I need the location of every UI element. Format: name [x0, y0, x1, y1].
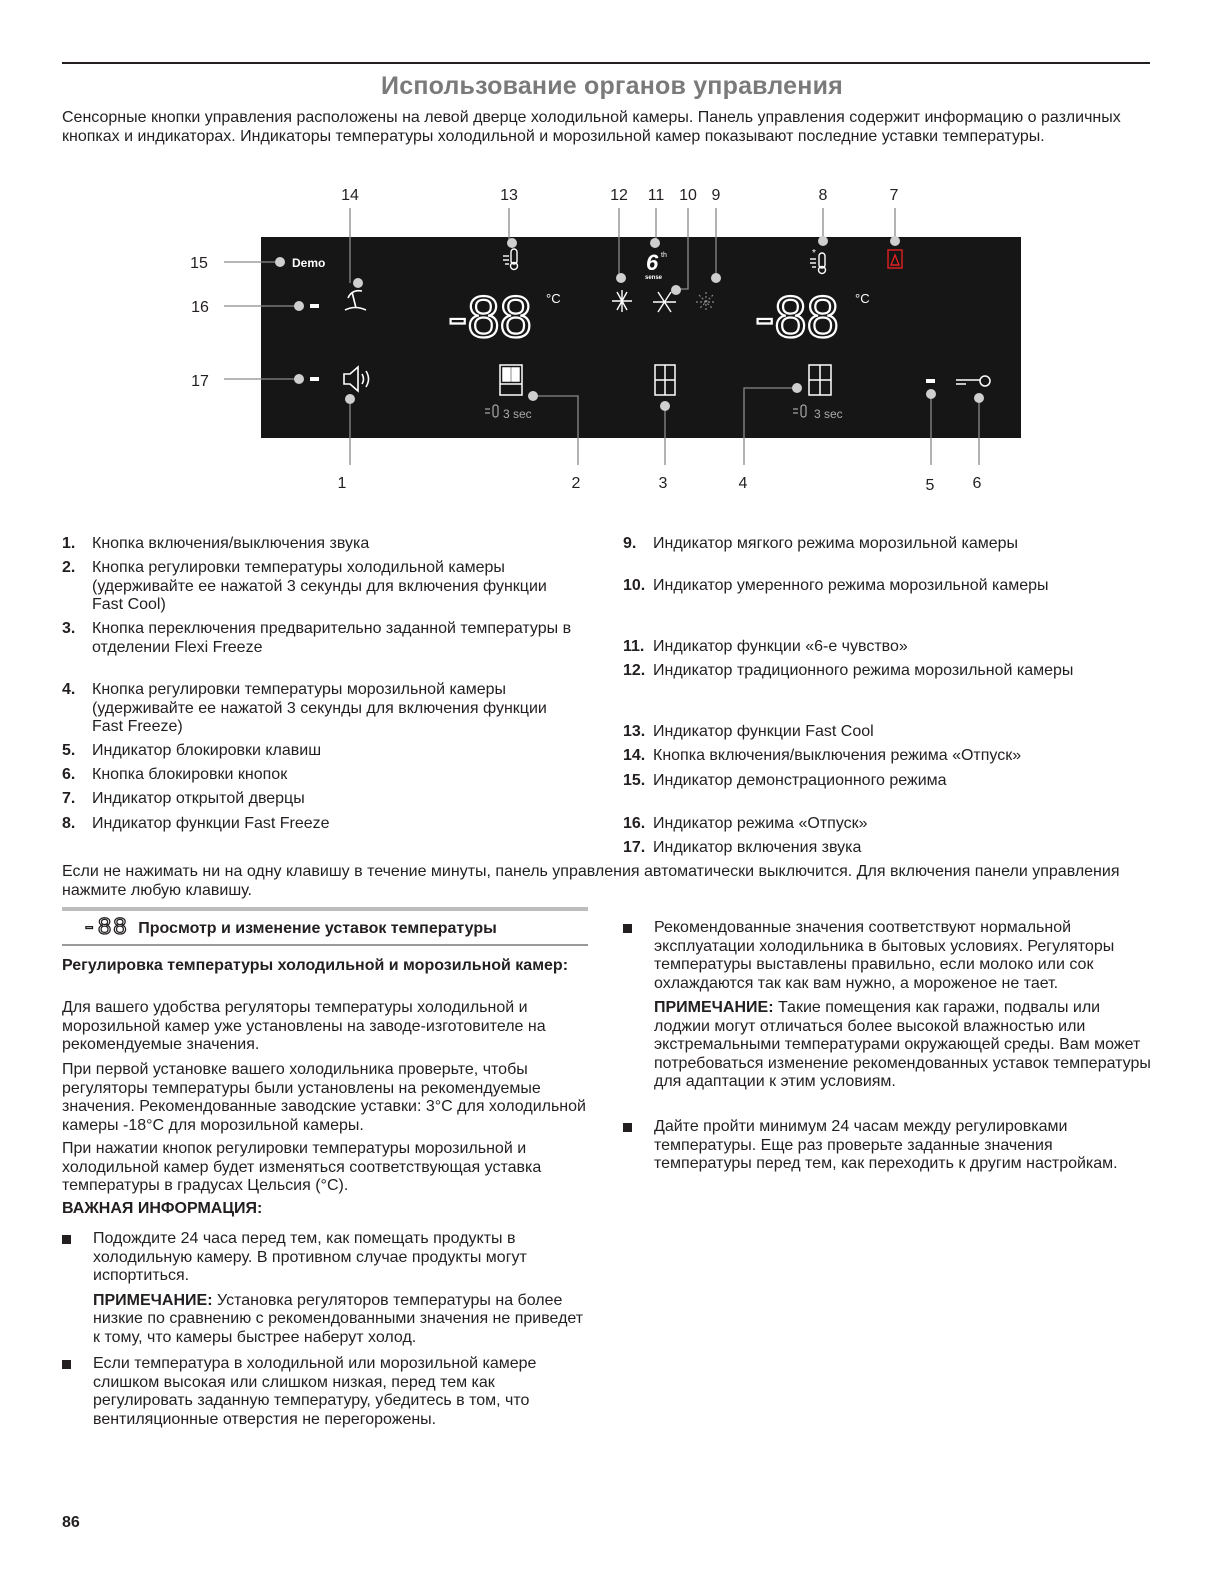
list-item: 15. Индикатор демонстрационного режима	[623, 772, 947, 789]
list-item: 12. Индикатор традиционного режима морозильной камеры	[623, 662, 1074, 679]
fridge-temp-display: -88	[448, 285, 532, 350]
callout-5: 5	[925, 477, 935, 494]
callout-10: 10	[679, 187, 697, 204]
callout-14: 14	[341, 187, 359, 204]
note-text: Установка регуляторов температуры на более низкие по сравнению с рекомендованными значения не приведет к тому, что камеры быстрее наберут холод.	[93, 1291, 584, 1346]
list-item: 9. Индикатор мягкого режима морозильной камеры	[623, 535, 1019, 552]
section-rule	[62, 944, 588, 946]
section-title: Просмотр и изменение уставок температуры	[138, 919, 497, 937]
paragraph-3: При нажатии кнопок регулировки температуры морозильной и холодильной камер будет изменяться соответствующая уставка температуры в градусах Цельсия (°C).	[62, 1140, 542, 1194]
bullet-text: Рекомендованные значения соответствуют нормальной эксплуатации холодильника в бытовых условиях. Регуляторы температуры выставлены правильно, если молоко или сок охлаждаются так как вам нужно, а мороженое не тает.	[654, 919, 1115, 992]
vacation-dash	[310, 304, 319, 308]
list-item: 5. Индикатор блокировки клавиш	[62, 742, 322, 759]
fridge-temp-unit: °C	[546, 291, 561, 306]
list-item: 7. Индикатор открытой дверцы	[62, 790, 305, 807]
bullet-text: Подождите 24 часа перед тем, как помещать продукты в холодильную камеру. В противном случае продукты могут испортиться.	[93, 1230, 527, 1284]
paragraph-1: Для вашего удобства регуляторы температуры холодильной и морозильной камер уже установлены на заводе-изготовителе на рекомендуемые значения.	[62, 999, 546, 1053]
fridge-hold-label: 3 sec	[503, 407, 532, 421]
list-item: 17. Индикатор включения звука	[623, 839, 862, 856]
list-item: 1. Кнопка включения/выключения звука	[62, 535, 370, 552]
svg-text:*: *	[812, 248, 816, 259]
paragraph-2: При первой установке вашего холодильника проверьте, чтобы регуляторы температуры были установлены на рекомендуемые значения. Рекомендованные заводские уставки: 3°C для холодильной камеры -18°C для морозильной камеры.	[62, 1061, 586, 1134]
note-text: Такие помещения как гаражи, подвалы или лоджии могут отличаться более высокой влажностью или экстремальными температурами окружающей среды. Вам может потребоваться изменение рекомендованных уставок температуры для адаптации к этим условиям.	[654, 999, 1151, 1090]
bullet-icon	[62, 1360, 71, 1369]
note-label: ПРИМЕЧАНИЕ:	[654, 999, 774, 1016]
callout-17: 17	[191, 373, 209, 390]
intro-paragraph: Сенсорные кнопки управления расположены на левой дверце холодильной камеры. Панель управления содержит информацию о различных кнопках и индикаторах. Индикаторы температуры холодильной и морозильной камер показывают последние уставки температуры.	[62, 109, 1121, 145]
list-item: 4. Кнопка регулировки температуры морозильной камеры (удерживайте ее нажатой 3 секунды для включения функции Fast Freeze)	[62, 681, 547, 735]
bullet-item	[62, 1230, 592, 1347]
callout-4: 4	[738, 475, 748, 492]
sound-dash	[310, 377, 319, 381]
callout-3: 3	[658, 475, 668, 492]
bullet-item	[623, 1118, 1151, 1174]
bullet-text: Если температура в холодильной или морозильной камере слишком высокая или слишком низкая, перед тем как регулировать заданную температуру, убедитесь в том, что вентиляционные отверстия не перегорожены.	[93, 1355, 537, 1428]
callout-2: 2	[571, 475, 581, 492]
temp-display-icon: -88	[82, 915, 129, 942]
bullet-text: Дайте пройти минимум 24 часам между регулировками температуры. Еще раз проверьте заданные значения температуры перед тем, как переходить к другим настройкам.	[654, 1118, 1118, 1172]
callout-11: 11	[647, 187, 665, 204]
freezer-temp-display: -88	[755, 285, 839, 350]
svg-text:6: 6	[646, 250, 659, 275]
list-item: 14. Кнопка включения/выключения режима «Отпуск»	[623, 747, 1022, 764]
callout-16: 16	[191, 299, 209, 316]
bullet-icon	[623, 1123, 632, 1132]
list-item: 6. Кнопка блокировки кнопок	[62, 766, 288, 783]
callout-9: 9	[711, 187, 721, 204]
freezer-hold-label: 3 sec	[814, 407, 843, 421]
section-bar	[62, 907, 588, 911]
timeout-note: Если не нажимать ни на одну клавишу в течение минуты, панель управления автоматически выключится. Для включения панели управления нажмите любую клавишу.	[62, 863, 1120, 899]
callout-8: 8	[818, 187, 828, 204]
bullet-icon	[62, 1235, 71, 1244]
callout-1: 1	[337, 475, 347, 492]
page-title: Использование органов управления	[381, 72, 843, 100]
bullet-item	[62, 1355, 592, 1429]
callout-12: 12	[610, 187, 628, 204]
bullet-item	[623, 919, 1151, 1092]
demo-indicator: Demo	[292, 256, 326, 270]
list-item: 13. Индикатор функции Fast Cool	[623, 723, 874, 740]
control-panel-diagram	[0, 0, 1224, 520]
callout-7: 7	[889, 187, 899, 204]
lock-dash	[926, 379, 935, 383]
list-item: 10. Индикатор умеренного режима морозильной камеры	[623, 577, 1049, 594]
page-number: 86	[62, 1514, 80, 1531]
svg-text:sense: sense	[645, 275, 663, 281]
list-item: 8. Индикатор функции Fast Freeze	[62, 815, 330, 832]
list-item: 16. Индикатор режима «Отпуск»	[623, 815, 868, 832]
freezer-temp-unit: °C	[855, 291, 870, 306]
important-heading: ВАЖНАЯ ИНФОРМАЦИЯ:	[62, 1200, 263, 1217]
callout-15: 15	[190, 255, 208, 272]
section-heading	[82, 915, 497, 942]
callout-13: 13	[500, 187, 518, 204]
bullet-icon	[623, 924, 632, 933]
svg-text:th: th	[661, 252, 667, 259]
note-label: ПРИМЕЧАНИЕ:	[93, 1291, 213, 1309]
list-item: 11. Индикатор функции «6-е чувство»	[623, 638, 908, 655]
left-column	[62, 957, 592, 976]
list-item: 2. Кнопка регулировки температуры холодильной камеры (удерживайте ее нажатой 3 секунды для включения функции Fast Cool)	[62, 559, 547, 613]
subheading: Регулировка температуры холодильной и морозильной камер:	[62, 957, 569, 974]
callout-6: 6	[972, 475, 982, 492]
list-item: 3. Кнопка переключения предварительно заданной температуры в отделении Flexi Freeze	[62, 620, 572, 656]
panel-display	[261, 237, 1021, 438]
